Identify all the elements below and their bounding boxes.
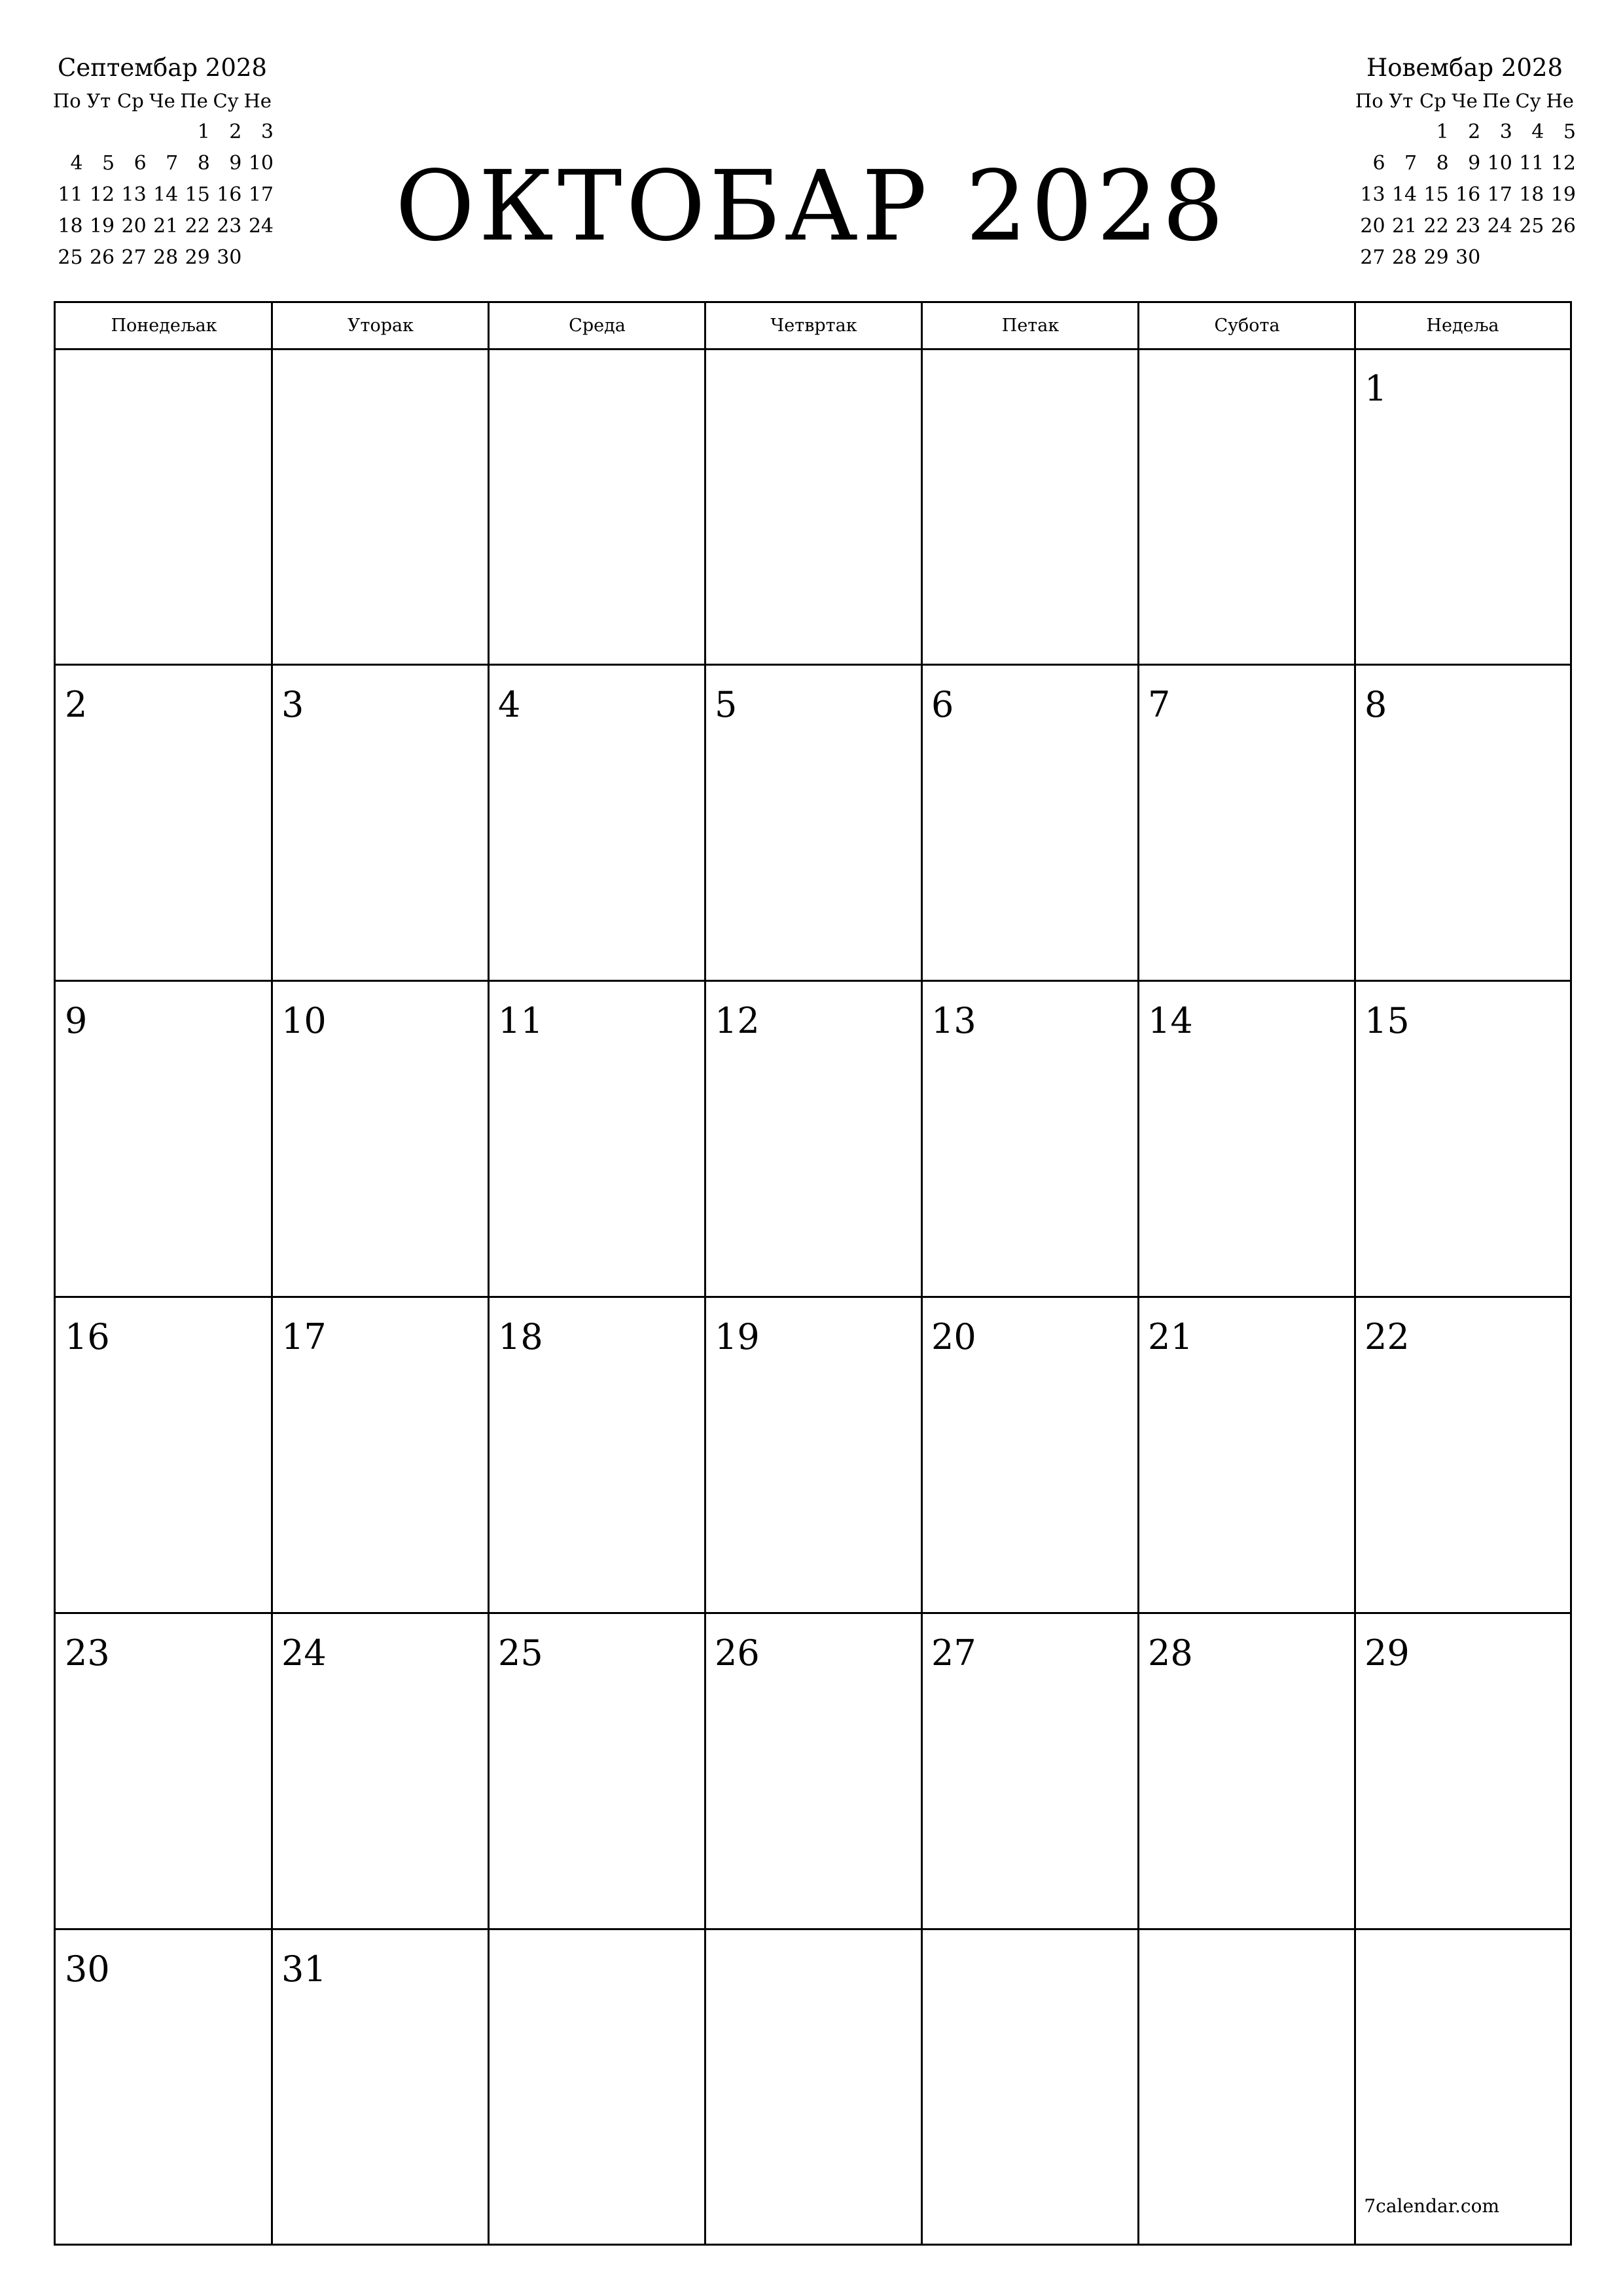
day-number: 13 xyxy=(931,1000,976,1041)
day-number: 12 xyxy=(715,1000,760,1041)
mini-day: 26 xyxy=(89,246,115,269)
mini-day: 27 xyxy=(121,246,147,269)
weekday-header-saturday: Субота xyxy=(1214,315,1280,336)
day-cell[interactable] xyxy=(1139,1297,1355,1613)
mini-day: 15 xyxy=(185,183,210,206)
mini-day: 8 xyxy=(197,152,210,175)
day-number: 15 xyxy=(1364,1000,1410,1041)
day-number: 4 xyxy=(498,684,521,725)
day-number: 29 xyxy=(1364,1632,1410,1674)
day-number: 8 xyxy=(1364,684,1387,725)
mini-day xyxy=(83,117,115,148)
day-number: 22 xyxy=(1364,1316,1410,1357)
day-number: 1 xyxy=(1364,368,1387,409)
day-number: 19 xyxy=(715,1316,760,1357)
mini-day: 13 xyxy=(1360,183,1385,206)
mini-day: 25 xyxy=(1519,215,1544,238)
mini-day: 5 xyxy=(102,152,115,175)
day-cell[interactable] xyxy=(272,664,489,980)
day-cell[interactable] xyxy=(56,664,272,980)
day-number: 27 xyxy=(931,1632,976,1674)
mini-day: 2 xyxy=(1468,120,1481,143)
mini-day: 6 xyxy=(1372,152,1385,175)
day-number: 23 xyxy=(65,1632,110,1674)
mini-day: 24 xyxy=(248,215,274,238)
day-number: 25 xyxy=(498,1632,543,1674)
weekday-header-tuesday: Уторак xyxy=(348,315,414,336)
mini-day: 11 xyxy=(1519,152,1544,175)
day-cell[interactable] xyxy=(56,1929,272,2245)
mini-day: 15 xyxy=(1423,183,1449,206)
mini-day: 27 xyxy=(1360,246,1385,269)
day-number: 28 xyxy=(1148,1632,1193,1674)
page-title: ОКТОБАР 2028 xyxy=(395,150,1228,262)
mini-day: 10 xyxy=(1487,152,1512,175)
mini-day xyxy=(147,117,179,148)
day-number: 3 xyxy=(281,684,304,725)
day-number: 2 xyxy=(65,684,88,725)
mini-day: 21 xyxy=(1391,215,1418,238)
mini-day: 9 xyxy=(1468,152,1481,175)
mini-weekday: По xyxy=(52,90,81,112)
mini-day: 28 xyxy=(1391,246,1418,269)
mini-day: 12 xyxy=(1550,152,1576,175)
mini-day xyxy=(1512,242,1544,274)
day-cell[interactable] xyxy=(272,1613,489,1929)
mini-day: 1 xyxy=(1436,120,1449,143)
mini-day: 20 xyxy=(1360,215,1385,238)
mini-weekday: Ут xyxy=(86,90,111,112)
day-cell[interactable] xyxy=(489,980,705,1297)
day-number: 20 xyxy=(931,1316,976,1357)
day-number: 5 xyxy=(715,684,738,725)
mini-weekday: Ср xyxy=(1419,90,1446,112)
mini-weekday: Ср xyxy=(117,90,144,112)
day-cell[interactable] xyxy=(272,1297,489,1613)
mini-weekday: По xyxy=(1355,90,1383,112)
mini-weekday-row xyxy=(51,85,274,117)
mini-weekday: Че xyxy=(149,90,175,112)
mini-day: 2 xyxy=(229,120,242,143)
mini-day: 6 xyxy=(134,152,147,175)
day-cell[interactable] xyxy=(1355,664,1572,980)
mini-day: 9 xyxy=(229,152,242,175)
day-cell[interactable] xyxy=(705,1929,922,2245)
mini-day: 29 xyxy=(185,246,210,269)
day-cell[interactable] xyxy=(922,1613,1139,1929)
mini-week-row xyxy=(1353,148,1576,179)
mini-day: 24 xyxy=(1487,215,1512,238)
day-cell[interactable] xyxy=(1355,980,1572,1297)
day-cell[interactable] xyxy=(489,664,705,980)
mini-day: 22 xyxy=(1423,215,1449,238)
day-cell[interactable] xyxy=(56,980,272,1297)
mini-day: 16 xyxy=(217,183,242,206)
mini-day: 7 xyxy=(166,152,179,175)
mini-weekday: Ут xyxy=(1389,90,1414,112)
month-grid xyxy=(54,301,1572,2246)
mini-day xyxy=(115,117,147,148)
mini-day: 4 xyxy=(1531,120,1544,143)
mini-day: 18 xyxy=(1519,183,1544,206)
mini-calendar-title: Септембар 2028 xyxy=(58,54,267,82)
weekday-header-thursday: Четвртак xyxy=(770,315,857,336)
day-number: 16 xyxy=(65,1316,110,1357)
day-cell[interactable] xyxy=(272,348,489,664)
day-cell[interactable] xyxy=(272,980,489,1297)
day-number: 6 xyxy=(931,684,954,725)
mini-weekday: Че xyxy=(1452,90,1478,112)
mini-weekday: Не xyxy=(1546,90,1574,112)
day-number: 7 xyxy=(1148,684,1171,725)
mini-day: 20 xyxy=(121,215,147,238)
day-number: 26 xyxy=(715,1632,760,1674)
mini-day: 30 xyxy=(217,246,242,269)
mini-calendar-next-month xyxy=(1353,51,1576,274)
day-cell[interactable] xyxy=(489,1613,705,1929)
mini-weekday: Су xyxy=(213,90,239,112)
day-number: 18 xyxy=(498,1316,543,1357)
mini-calendar-table xyxy=(1353,85,1576,274)
mini-day: 28 xyxy=(153,246,179,269)
day-cell[interactable] xyxy=(1355,1613,1572,1929)
day-cell[interactable] xyxy=(705,664,922,980)
day-cell[interactable] xyxy=(1139,348,1355,664)
mini-week-row xyxy=(51,117,274,148)
mini-day: 16 xyxy=(1455,183,1481,206)
day-cell[interactable] xyxy=(922,1297,1139,1613)
mini-day: 12 xyxy=(89,183,115,206)
mini-day xyxy=(1385,117,1418,148)
day-cell[interactable] xyxy=(922,1929,1139,2245)
weekday-header-wednesday: Среда xyxy=(569,315,626,336)
day-cell[interactable] xyxy=(705,980,922,1297)
day-cell[interactable] xyxy=(56,1297,272,1613)
mini-day xyxy=(1480,242,1512,274)
mini-day: 4 xyxy=(70,152,83,175)
day-cell[interactable] xyxy=(1355,1297,1572,1613)
mini-day: 10 xyxy=(248,152,274,175)
mini-weekday: Пе xyxy=(1482,90,1510,112)
day-cell[interactable] xyxy=(922,980,1139,1297)
mini-week-row xyxy=(1353,242,1576,274)
mini-day: 11 xyxy=(58,183,83,206)
mini-day: 23 xyxy=(1455,215,1481,238)
mini-day: 3 xyxy=(260,120,274,143)
mini-day: 23 xyxy=(217,215,242,238)
day-number: 31 xyxy=(281,1948,327,1990)
mini-day xyxy=(1544,242,1576,274)
mini-weekday-row xyxy=(1353,85,1576,117)
day-number: 30 xyxy=(65,1948,110,1990)
day-cell[interactable] xyxy=(1139,664,1355,980)
day-number: 11 xyxy=(498,1000,543,1041)
mini-day: 30 xyxy=(1455,246,1481,269)
mini-calendar-title: Новембар 2028 xyxy=(1366,54,1563,82)
mini-weekday: Су xyxy=(1515,90,1541,112)
mini-day: 26 xyxy=(1550,215,1576,238)
day-cell[interactable] xyxy=(56,348,272,664)
day-cell[interactable] xyxy=(489,348,705,664)
day-number: 9 xyxy=(65,1000,88,1041)
mini-day: 18 xyxy=(58,215,83,238)
mini-day: 25 xyxy=(58,246,83,269)
day-number: 21 xyxy=(1148,1316,1193,1357)
mini-day: 1 xyxy=(197,120,210,143)
mini-day: 13 xyxy=(121,183,147,206)
day-cell[interactable] xyxy=(489,1297,705,1613)
mini-day xyxy=(51,117,83,148)
day-cell[interactable] xyxy=(1139,980,1355,1297)
mini-week-row xyxy=(1353,179,1576,211)
mini-day: 22 xyxy=(185,215,210,238)
weekday-header-row xyxy=(56,303,1570,350)
day-cell[interactable] xyxy=(1355,348,1572,664)
mini-week-row xyxy=(1353,211,1576,242)
mini-day: 14 xyxy=(1391,183,1418,206)
day-number: 14 xyxy=(1148,1000,1193,1041)
weekday-header-sunday: Недеља xyxy=(1426,315,1499,336)
mini-day: 8 xyxy=(1436,152,1449,175)
mini-weekday: Не xyxy=(243,90,272,112)
mini-day: 29 xyxy=(1423,246,1449,269)
day-cell[interactable] xyxy=(922,664,1139,980)
mini-day: 14 xyxy=(153,183,179,206)
day-cell[interactable] xyxy=(489,1929,705,2245)
site-watermark: 7calendar.com xyxy=(1364,2195,1499,2217)
day-cell[interactable] xyxy=(922,348,1139,664)
day-number: 24 xyxy=(281,1632,327,1674)
day-cell[interactable] xyxy=(1139,1613,1355,1929)
day-number: 10 xyxy=(281,1000,327,1041)
day-cell[interactable] xyxy=(1139,1929,1355,2245)
mini-day: 19 xyxy=(1550,183,1576,206)
mini-day: 3 xyxy=(1499,120,1512,143)
day-cell[interactable] xyxy=(705,1613,922,1929)
mini-day: 7 xyxy=(1404,152,1418,175)
mini-day: 17 xyxy=(248,183,274,206)
weekday-header-monday: Понедељак xyxy=(111,315,217,336)
mini-day: 21 xyxy=(153,215,179,238)
day-cell[interactable] xyxy=(56,1613,272,1929)
weekday-header-friday: Петак xyxy=(1001,315,1060,336)
mini-week-row xyxy=(1353,117,1576,148)
day-cell[interactable] xyxy=(705,348,922,664)
mini-day: 19 xyxy=(89,215,115,238)
mini-day: 5 xyxy=(1563,120,1576,143)
day-number: 17 xyxy=(281,1316,327,1357)
day-cell[interactable] xyxy=(705,1297,922,1613)
mini-weekday: Пе xyxy=(180,90,208,112)
mini-day xyxy=(1353,117,1385,148)
day-cell[interactable] xyxy=(272,1929,489,2245)
mini-day: 17 xyxy=(1487,183,1512,206)
